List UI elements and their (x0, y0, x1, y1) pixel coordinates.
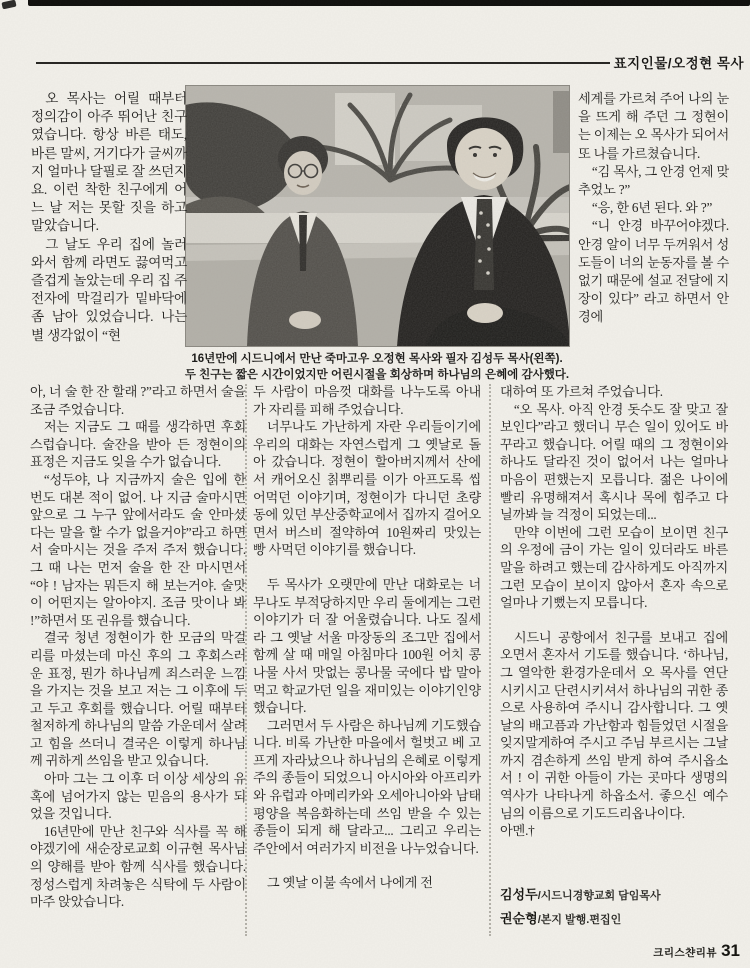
paragraph: 아멘.† (500, 823, 535, 839)
magazine-name: 크리스챤리뷰 (653, 947, 718, 959)
paragraph: 만약 이번에 그런 모습이 보이면 친구의 우정에 금이 가는 일이 있더라도 바른 말을 하려고 했는데 감사하게도 아직까지 그런 모습이 보이지 않아서 혼자 속으로 얼마나 기뻤는지 모릅니다. (500, 524, 728, 611)
header-label: 표지인물/오정현 목사 (613, 56, 744, 71)
paragraph: 저는 지금도 그 때를 생각하면 후회스럽습니다. 술잔을 받아 든 정현이의 표정은 지금도 잊을 수가 없습니다. (30, 419, 246, 470)
column-left-bottom (30, 383, 246, 939)
photo-caption (183, 351, 571, 383)
paragraph: “오 목사. 아직 안경 돗수도 잘 맞고 잘 보인다”라고 했더니 무슨 일이 있어도 바꾸라고 했습니다. 어릴 때의 그 정현이와 하나도 달라진 것이 없어서 나는 얼마나 마음이 편했는지 모릅니다. 젊은 나이에 빨리 유명해져서 혹시나 목에 힘주고 다닐까봐 늘 걱정이 되었는데... (500, 401, 728, 523)
paragraph: “성두야, 나 지금까지 술은 입에 한 번도 대본 적이 없어. 나 지금 술마시면 앞으로 그 누구 앞에서라도 술 안마셨다는 말을 할 수가 없을거야”라고 하면서 술마시는 것을 주저 주저 했습니다. 그 때 나는 먼저 술을 한 잔 마시면서 “야 ! 남자는 뭐든지 해 보는거야. 술맛이 어떤지는 알아야지. 조금 맛이나 봐 !”하면서 또 권유를 했습니다. (30, 471, 246, 628)
column-right-top (578, 90, 729, 384)
column-right-bottom (500, 383, 728, 873)
paragraph: “김 목사, 그 안경 언제 맞추었노 ?” (578, 163, 729, 198)
paragraph: 그 옛날 이불 속에서 나에게 전 (266, 875, 433, 891)
paragraph: 오 목사는 어릴 때부터 정의감이 아주 뛰어난 친구였습니다. 항상 바른 태도, 바른 말씨, 거기다가 글씨까지 얼마나 달필로 잘 쓰던지요. 이런 착한 친구에게 어느 날 저는 못할 짓을 하고 말았습니다. (31, 91, 187, 234)
paragraph: 그 날도 우리 집에 놀러와서 함께 라면도 끓여먹고 즐겁게 놀았는데 우리 집 주전자에 막걸리가 밑바닥에 좀 남아 있었습니다. 나는 별 생각없이 “현 (31, 236, 187, 343)
photo-illustration (185, 85, 570, 347)
photo-two-pastors (185, 85, 570, 347)
paragraph: “응, 한 6년 된다. 와 ?” (591, 200, 713, 216)
page-number: 31 (721, 941, 740, 960)
paragraph: 아, 너 술 한 잔 할래 ?”라고 하면서 술을 조금 주었습니다. (30, 384, 246, 417)
pen-mark (1, 0, 16, 9)
column-left-top (31, 90, 187, 383)
scan-edge-artifact (28, 0, 750, 6)
byline-row: 김성두/시드니경향교회 담임목사 (500, 887, 661, 902)
paragraph: 아마 그는 그 이후 더 이상 세상의 유혹에 넘어가지 않는 믿음의 용사가 되었을 것입니다. (30, 771, 246, 822)
paragraph: 두 친구는 짧은 시간이었지만 어린시절을 회상하며 하나님의 은혜에 감사했다. (184, 369, 570, 381)
paragraph: 16년만에 시드니에서 만난 죽마고우 오정현 목사와 필자 김성두 목사(왼쪽). (191, 353, 563, 365)
paragraph: 두 사람이 마음껏 대화를 나누도록 아내가 자리를 피해 주었습니다. (253, 384, 481, 417)
page-footer (653, 941, 740, 961)
paragraph: 대하여 또 가르쳐 주었습니다. (500, 384, 663, 399)
paragraph: 16년만에 만난 친구와 식사를 꼭 해야겠기에 새순장로교회 이규현 목사님의 양해를 받아 함께 식사를 했습니다. 정성스럽게 차려놓은 식탁에 두 사람이 마주 앉았습니다. (30, 823, 246, 910)
byline (500, 884, 735, 932)
column-divider-right (489, 384, 491, 936)
byline-row: 권순형/본지 발행.편집인 (500, 911, 622, 926)
column-divider-left (245, 384, 247, 936)
paragraph: “니 안경 바꾸어야겠다. 안경 알이 너무 두꺼워서 성도들이 너의 눈동자를 볼 수 없기 때문에 설교 전달에 지장이 있다” 라고 하면서 안경에 (578, 218, 729, 325)
paragraph: 너무나도 가난하게 자란 우리들이기에 우리의 대화는 자연스럽게 그 옛날로 돌아 갔습니다. 정현이 할아버지께서 산에서 캐어오신 칡뿌리를 이가 아프도록 씹어먹던 이야기며, 정현이가 다니던 초량동에 있던 부산중학교에서 집까지 걸어오면서 버스비 절약하여 10원짜리 맛있는 빵 사먹던 이야기를 했습니다. (253, 419, 481, 558)
paragraph: 그러면서 두 사람은 하나님께 기도했습니다. 비록 가난한 마을에서 헐벗고 베 고프게 자라났으나 하나님의 은혜로 이렇게 주의 종들이 되었으니 아시아와 아프리카와 유럽과 아메리카와 오세아니아와 남태평양을 복음화하는데 쓰임 받을 수 있는 종들이 되게 해 달라고... 그리고 우리는 주안에서 여러가지 비전을 나누었습니다. (253, 717, 481, 856)
paragraph: 결국 청년 정현이가 한 모금의 막걸리를 마셨는데 마신 후의 그 후회스러운 표정, 뭔가 하나님께 죄스러운 느낌을 가지는 것을 보고 저는 그 이후에 두고 두고 후회를 했습니다. 어릴 때부터 철저하게 하나님의 말씀 가운데서 살려고 힘을 쓰더니 결국은 이렇게 하나님께 귀하게 쓰임을 받고 있습니다. (30, 630, 246, 769)
column-middle (253, 383, 481, 939)
header-rule (36, 62, 610, 64)
paragraph: 시드니 공항에서 친구를 보내고 집에 오면서 혼자서 기도를 했습니다. ‘하나님, 그 열악한 환경가운데서 오 목사를 연단시키시고 단련시키셔서 하나님의 귀한 종으로 사용하여 주시니 감사합니다. 그 옛날의 배고픔과 가난함과 힘들었던 시절을 잊지말게하여 주시고 주님 부르시는 그날까지 겸손하게 쓰임 받게 하여 주시옵소서 ! 이 귀한 아들이 가는 곳마다 생명의 역사가 나타나게 하옵소서. 좋으신 예수님의 이름으로 기도드리옵나이다. (500, 629, 728, 821)
paragraph: 세계를 가르쳐 주어 나의 눈을 뜨게 해 주던 그 정현이는 이제는 오 목사가 되어서 또 나를 가르쳤습니다. (578, 91, 729, 161)
paragraph: 두 목사가 오랫만에 만난 대화로는 너무나도 부적당하지만 우리 둘에게는 그런 이야기가 더 잘 어울렸습니다. 나도 질세라 그 옛날 서울 마장동의 조그만 집에서 함께 살 때 매일 아침마다 100원 어치 콩나물 사서 맛없는 콩나물 국에다 밥 말아 먹고 학교가던 일을 재미있는 이야기인양 했습니다. (253, 576, 481, 716)
